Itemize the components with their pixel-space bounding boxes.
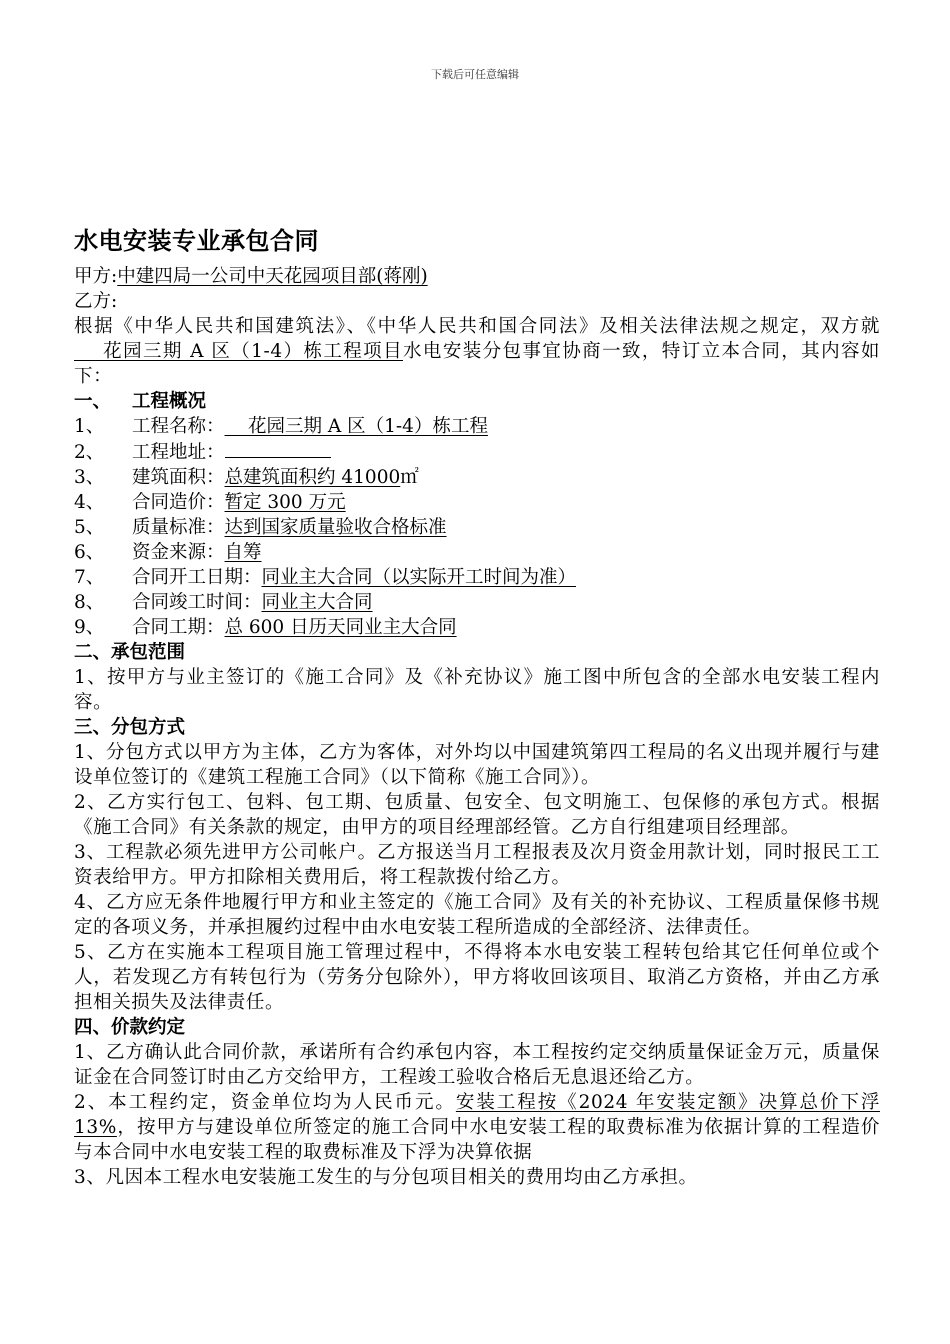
- overview-item: [74, 540, 880, 565]
- contract-document: [74, 224, 880, 1190]
- party-a-label: 甲方:: [74, 266, 118, 287]
- item-value: 同业主大合同: [261, 592, 373, 613]
- item-label: 质量标准：: [132, 517, 225, 538]
- item-number: 2、: [74, 442, 105, 463]
- item-value: 花园三期 A 区（1-4）栋工程: [224, 416, 488, 437]
- section-4-heading: 四、价款约定: [74, 1017, 186, 1038]
- party-a-value: 中建四局一公司中天花园项目部(蒋刚): [117, 266, 428, 287]
- intro-project-name: 花园三期 A 区（1-4）栋工程项目: [74, 341, 403, 362]
- overview-item: [74, 414, 880, 439]
- overview-item: [74, 590, 880, 615]
- section-1-heading: [74, 389, 880, 414]
- section-3-paragraph-4: 4、乙方应无条件地履行甲方和业主签定的《施工合同》及有关的补充协议、工程质量保修书规定的各项义务，并承担履约过程中由水电安装工程所造成的全部经济、法律责任。: [74, 892, 880, 938]
- item-number: 5、: [74, 517, 105, 538]
- item-number: 1、: [74, 416, 105, 437]
- item-label: 合同开工日期：: [132, 567, 262, 588]
- section-4-paragraph-2: [74, 1090, 880, 1165]
- section-4-paragraph-3: 3、凡因本工程水电安装施工发生的与分包项目相关的费用均由乙方承担。: [74, 1167, 698, 1188]
- overview-item: [74, 439, 880, 465]
- item-unit: ㎡: [400, 467, 419, 488]
- item-value: 自筹: [224, 542, 262, 563]
- item-label: 合同工期：: [132, 617, 225, 638]
- item-label: 资金来源：: [132, 542, 225, 563]
- item-number: 3、: [74, 467, 105, 488]
- item-value: 达到国家质量验收合格标准: [224, 517, 447, 538]
- party-b-line: [74, 289, 880, 314]
- pricing-text-1: 2、本工程约定，资金单位均为人民币元。: [74, 1092, 456, 1113]
- section-1-number: 一、: [74, 391, 112, 412]
- item-number: 7、: [74, 567, 105, 588]
- party-a-line: [74, 264, 880, 289]
- pricing-settlement-rule: 安装工程按《2024 年安装定额》决算总价下浮 13%: [74, 1092, 881, 1138]
- section-2-heading: 二、承包范围: [74, 642, 186, 663]
- item-label: 工程地址：: [132, 442, 225, 463]
- overview-item: [74, 465, 880, 490]
- item-value: 同业主大合同（以实际开工时间为准）: [261, 567, 577, 588]
- item-number: 9、: [74, 617, 105, 638]
- section-3-paragraph-1: 1、分包方式以甲方为主体，乙方为客体，对外均以中国建筑第四工程局的名义出现并履行与建设单位签订的《建筑工程施工合同》（以下简称《施工合同》）。: [74, 742, 880, 788]
- header-note: 下载后可任意编辑: [431, 68, 519, 81]
- party-b-label: 乙方:: [74, 291, 118, 312]
- document-title: 水电安装专业承包合同: [74, 227, 319, 255]
- section-3-heading: 三、分包方式: [74, 717, 186, 738]
- item-label: 工程名称：: [132, 416, 225, 437]
- item-label: 建筑面积：: [132, 467, 225, 488]
- section-3-paragraph-3: 3、工程款必须先进甲方公司帐户。乙方报送当月工程报表及次月资金用款计划，同时报民工工资表给甲方。甲方扣除相关费用后，将工程款拨付给乙方。: [74, 842, 880, 888]
- item-number: 8、: [74, 592, 105, 613]
- item-label: 合同竣工时间：: [132, 592, 262, 613]
- item-number: 4、: [74, 492, 105, 513]
- pricing-text-2: ，按甲方与建设单位所签定的施工合同中水电安装工程的取费标准为依据计算的工程造价与本合同中水电安装工程的取费标准及下浮为决算依据: [74, 1117, 880, 1163]
- overview-item: [74, 515, 880, 540]
- section-4-paragraph-1: 1、乙方确认此合同价款，承诺所有合约承包内容，本工程按约定交纳质量保证金万元，质量保证金在合同签订时由乙方交给甲方，工程竣工验收合格后无息退还给乙方。: [74, 1042, 880, 1088]
- item-value: 总建筑面积约 41000: [224, 467, 401, 488]
- intro-text-1: 根据《中华人民共和国建筑法》、《中华人民共和国合同法》及相关法律法规之规定，双方就: [74, 316, 880, 337]
- item-value: 暂定 300 万元: [224, 492, 346, 513]
- item-label: 合同造价：: [132, 492, 225, 513]
- intro-text-2: 水电安装分包事宜协商一致，特订立本合同，其内容如下：: [74, 341, 880, 387]
- section-3-paragraph-5: 5、乙方在实施本工程项目施工管理过程中，不得将本水电安装工程转包给其它任何单位或个人，若发现乙方有转包行为（劳务分包除外），甲方将收回该项目、取消乙方资格，并由乙方承担相关损失及法律责任。: [74, 942, 880, 1013]
- intro-paragraph: [74, 314, 880, 389]
- section-1-title: 工程概况: [132, 391, 207, 412]
- item-value: 总 600 日历天同业主大合同: [224, 617, 457, 638]
- item-number: 6、: [74, 542, 105, 563]
- overview-item: [74, 490, 880, 515]
- overview-item: [74, 615, 880, 640]
- section-2-paragraph-1: 1、按甲方与业主签订的《施工合同》及《补充协议》施工图中所包含的全部水电安装工程内容。: [74, 667, 880, 713]
- overview-item: [74, 565, 880, 590]
- blank-address-field: [225, 439, 331, 458]
- section-3-paragraph-2: 2、乙方实行包工、包料、包工期、包质量、包安全、包文明施工、包保修的承包方式。根据《施工合同》有关条款的规定，由甲方的项目经理部经管。乙方自行组建项目经理部。: [74, 792, 880, 838]
